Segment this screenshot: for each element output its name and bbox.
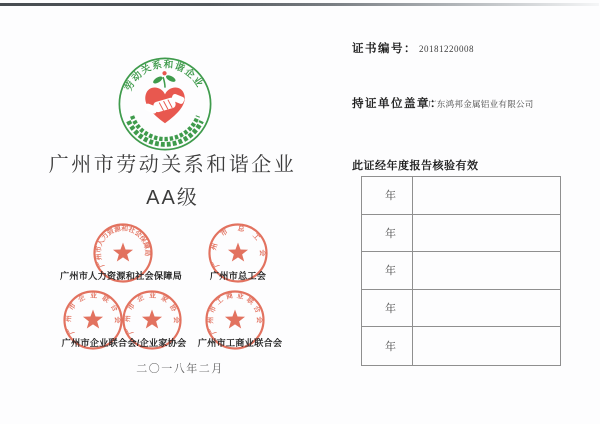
table-row (362, 177, 560, 215)
table-row (362, 290, 560, 328)
cert-number-value: 20181220008 (419, 44, 474, 54)
certificate-title: 广州市劳动关系和谐企业 (48, 154, 297, 176)
year-cell-label: 年 (362, 290, 413, 327)
svg-text:广州市工商业联合会: 广州市工商业联合会 (207, 292, 263, 336)
svg-text:广州市总工会: 广州市总工会 (210, 225, 266, 269)
year-cell-label: 年 (362, 215, 413, 252)
year-cell-label: 年 (362, 177, 413, 214)
cert-number-label: 证书编号： (352, 43, 417, 55)
seal-star-icon (83, 309, 103, 328)
seal-caption: 广州市总工会 (209, 271, 267, 281)
svg-text:广州市人力资源和社会保障局: 广州市人力资源和社会保障局 (95, 225, 151, 269)
year-cell-label: 年 (362, 327, 413, 365)
seal-star-icon (142, 309, 162, 328)
year-cell-blank (413, 215, 560, 252)
seal-caption: 广州市企业联合会/企业家协会 (61, 338, 187, 348)
year-cell-blank (413, 177, 560, 214)
svg-text:广州市企业联合会: 广州市企业联合会 (65, 292, 121, 336)
certificate-date: 二〇一八年二月 (136, 363, 224, 375)
seal-star-icon (113, 242, 133, 261)
seal-caption: 广州市工商业联合会 (197, 338, 283, 348)
seal-star-icon (228, 242, 248, 261)
holder-seal-label: 持证单位盖章： (352, 98, 443, 110)
seal-caption: 广州市人力资源和社会保障局 (59, 271, 183, 281)
certificate-grade: AA级 (146, 187, 199, 209)
holder-company-name: 广东鸿邦金属铝业有限公司 (428, 99, 534, 109)
year-cell-blank (413, 290, 560, 327)
table-row (362, 215, 560, 253)
year-cell-label: 年 (362, 252, 413, 289)
emblem-ring-text: 劳动关系和谐企业 (123, 59, 205, 93)
seal-star-icon (225, 309, 245, 328)
table-row (362, 327, 560, 365)
year-cell-blank (413, 252, 560, 289)
table-row (362, 252, 560, 290)
year-cell-blank (413, 327, 560, 365)
annual-verification-table (361, 176, 561, 366)
annual-verification-title: 此证经年度报告核验有效 (352, 160, 479, 172)
svg-text:广州市企业家协会: 广州市企业家协会 (124, 292, 180, 336)
